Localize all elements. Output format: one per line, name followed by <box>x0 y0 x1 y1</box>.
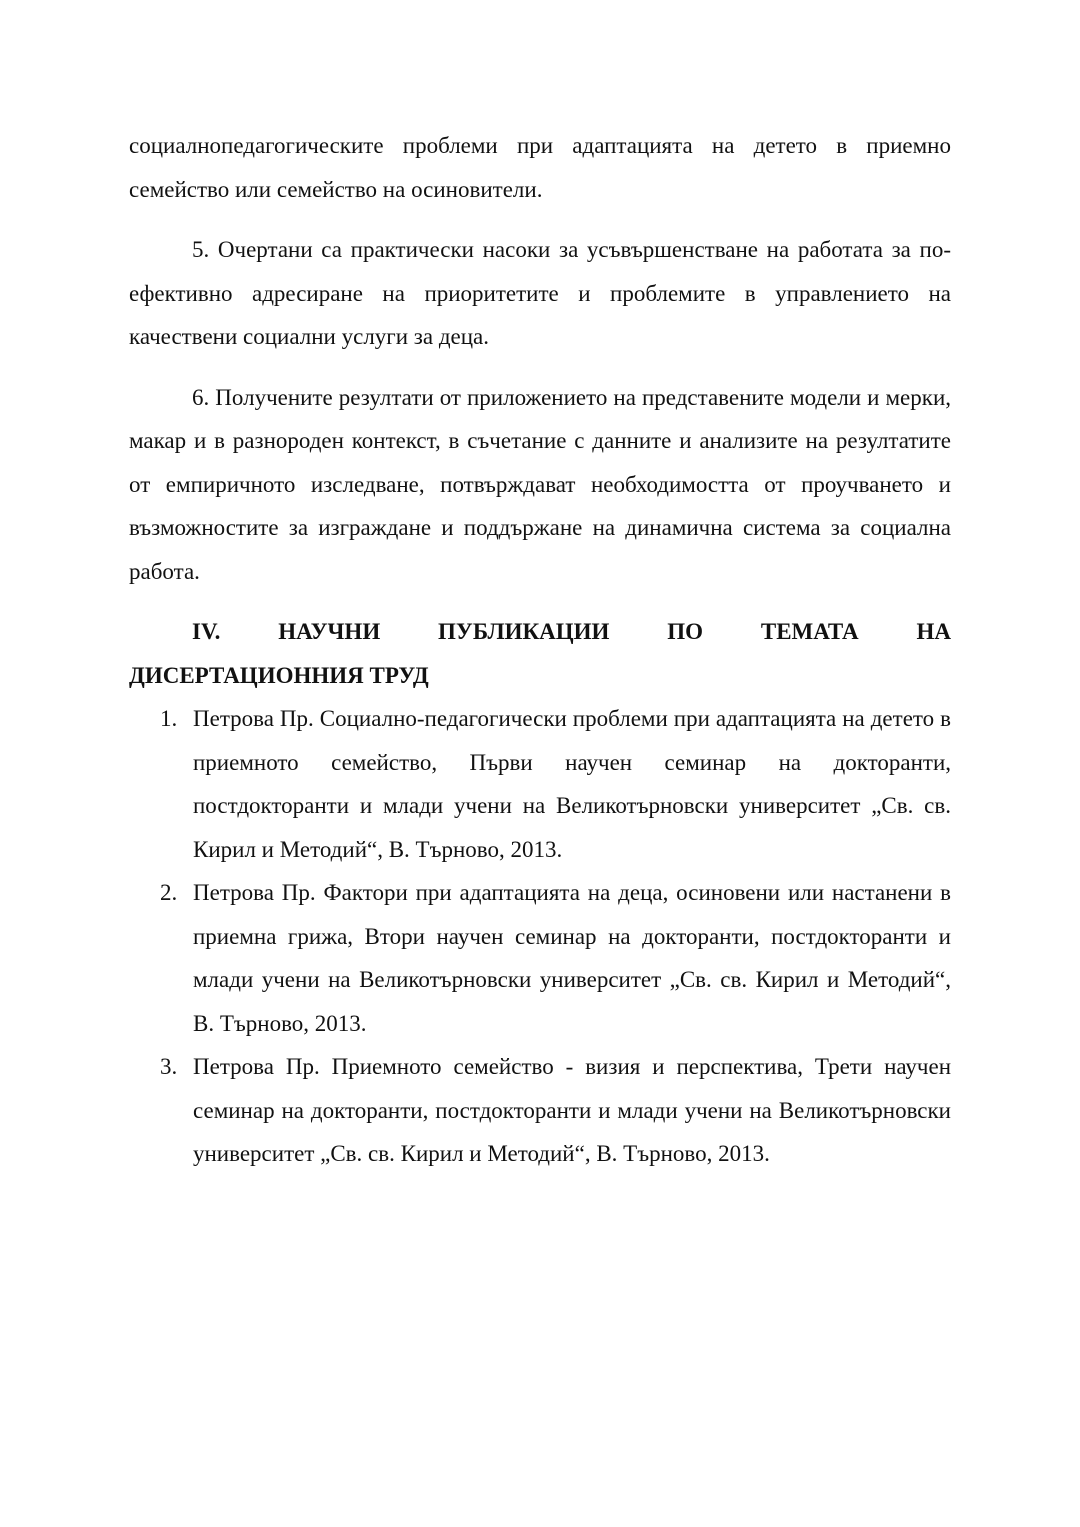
publication-number: 2. <box>160 880 178 905</box>
paragraph-conclusion-5: 5. Очертани са практически насоки за усъвършенстване на работата за по-ефективно адресиране на приоритетите и проблемите в управлението на качествени социални услуги за деца. <box>129 237 951 349</box>
heading-word: IV. <box>192 619 221 644</box>
paragraph-conclusion-6: 6. Получените резултати от приложението на представените модели и мерки, макар и в разнороден контекст, в съчетание с данните и анализите на резултатите от емпиричното изследване, потвърждават необходимостта от проучването и възможностите за изграждане и поддържане на динамична система за социална работа. <box>129 384 951 584</box>
section-heading-line-2: ДИСЕРТАЦИОННИЯ ТРУД <box>129 662 429 688</box>
heading-word: НА <box>916 619 951 644</box>
document-body <box>129 124 951 1176</box>
section-heading-line-1 <box>129 610 951 654</box>
publication-text: Петрова Пр. Приемното семейство - визия и перспектива, Трети научен семинар на докторанти, постдокторанти и млади учени на Великотърновски университет „Св. св. Кирил и Методий“, В. Търново, 2013. <box>193 1054 951 1166</box>
paragraph-continuation: социалнопедагогическите проблеми при адаптацията на детето в приемно семейство или семейство на осиновители. <box>129 133 951 202</box>
heading-word: НАУЧНИ <box>278 619 381 644</box>
publication-item <box>129 871 951 1045</box>
heading-word: ПО <box>667 619 704 644</box>
heading-word: ТЕМАТА <box>760 619 859 644</box>
publication-number: 3. <box>160 1054 178 1079</box>
section-heading <box>129 610 951 697</box>
publications-list <box>129 697 951 1176</box>
publication-text: Петрова Пр. Фактори при адаптацията на деца, осиновени или настанени в приемна грижа, Втори научен семинар на докторанти, постдокторанти и млади учени на Великотърновски университет „Св. св. Кирил и Методий“, В. Търново, 2013. <box>193 880 951 1036</box>
publication-number: 1. <box>160 706 178 731</box>
heading-word: ПУБЛИКАЦИИ <box>438 619 610 644</box>
publication-item <box>129 1045 951 1176</box>
publication-item <box>129 697 951 871</box>
publication-text: Петрова Пр. Социално-педагогически проблеми при адаптацията на детето в приемното семейство, Първи научен семинар на докторанти, постдокторанти и млади учени на Великотърновски университет „Св. св. Кирил и Методий“, В. Търново, 2013. <box>193 706 951 862</box>
